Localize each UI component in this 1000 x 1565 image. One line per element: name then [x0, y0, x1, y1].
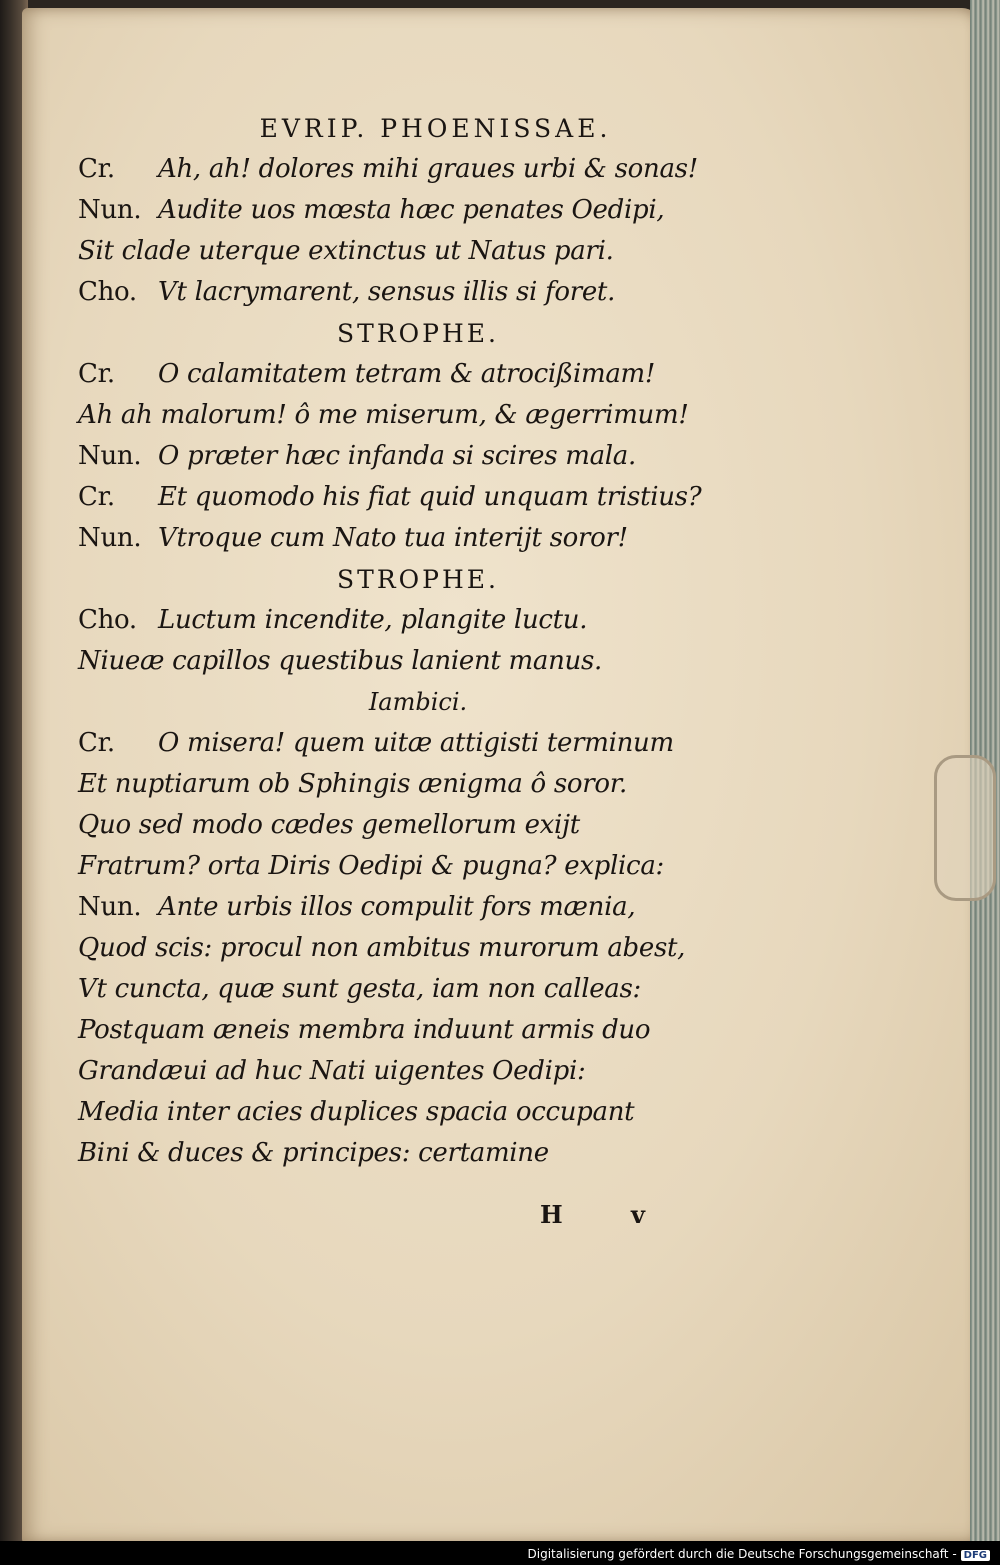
speaker: Cr. — [78, 728, 115, 758]
speaker: Nun. — [78, 441, 142, 471]
verse-text: Ante urbis illos compulit fors mænia, — [158, 892, 636, 922]
verse-block-1 — [78, 149, 758, 313]
verse-block-2 — [78, 354, 758, 559]
speaker: Cr. — [78, 154, 115, 184]
verse-line — [78, 518, 758, 559]
dfg-logo-icon: DFG — [961, 1550, 990, 1561]
page-text — [78, 108, 758, 1174]
section-heading-strophe: STROPHE. — [337, 565, 499, 594]
verse-text: O præter hæc infanda si scires mala. — [158, 441, 636, 471]
verse-text: Quo sed modo cædes gemellorum exijt — [78, 810, 580, 840]
speaker: Cho. — [78, 277, 137, 307]
verse-text: Et quomodo his fiat quid unquam tristius? — [158, 482, 702, 512]
verse-line — [78, 395, 758, 436]
footer-bar — [0, 1541, 1000, 1565]
verse-text: Postquam æneis membra induunt armis duo — [78, 1015, 651, 1045]
verse-line — [78, 436, 758, 477]
verse-line — [78, 149, 758, 190]
verse-text: Niueæ capillos questibus lanient manus. — [78, 646, 602, 676]
speaker: Cho. — [78, 605, 137, 635]
verse-line — [78, 190, 758, 231]
verse-block-4 — [78, 723, 758, 1174]
verse-line — [78, 1010, 758, 1051]
verse-text: Quod scis: procul non ambitus murorum abest, — [78, 933, 686, 963]
verse-text: O misera! quem uitæ attigisti terminum — [158, 728, 674, 758]
verse-line — [78, 600, 758, 641]
signature-mark: H v — [540, 1200, 675, 1229]
verse-text: Audite uos mœsta hæc penates Oedipi, — [158, 195, 665, 225]
verse-line — [78, 1133, 758, 1174]
verse-line — [78, 1092, 758, 1133]
verse-line — [78, 764, 758, 805]
speaker: Nun. — [78, 195, 142, 225]
verse-line — [78, 1051, 758, 1092]
verse-line — [78, 846, 758, 887]
speaker: Nun. — [78, 892, 142, 922]
verse-text: Fratrum? orta Diris Oedipi & pugna? explica: — [78, 851, 664, 881]
verse-line — [78, 969, 758, 1010]
verse-text: Vt lacrymarent, sensus illis si foret. — [158, 277, 616, 307]
verse-text: Vtroque cum Nato tua interijt soror! — [158, 523, 628, 553]
running-header: EVRIP. PHOENISSAE. — [259, 114, 612, 143]
verse-line — [78, 354, 758, 395]
section-heading-iambici: Iambici. — [368, 688, 468, 716]
verse-text: Media inter acies duplices spacia occupant — [78, 1097, 635, 1127]
section-heading-strophe: STROPHE. — [337, 319, 499, 348]
verse-text: Vt cuncta, quæ sunt gesta, iam non calleas: — [78, 974, 641, 1004]
footer-credit-text: Digitalisierung gefördert durch die Deutsche Forschungsgemeinschaft - — [527, 1547, 957, 1561]
footer-credit — [528, 1547, 991, 1561]
verse-text: Grandæui ad huc Nati uigentes Oedipi: — [78, 1056, 586, 1086]
verse-line — [78, 887, 758, 928]
verse-text: Ah ah malorum! ô me miserum, & ægerrimum! — [78, 400, 689, 430]
verse-line — [78, 928, 758, 969]
verse-text: O calamitatem tetram & atrocißimam! — [158, 359, 656, 389]
page-clip — [934, 755, 996, 901]
speaker: Cr. — [78, 482, 115, 512]
verse-text: Sit clade uterque extinctus ut Natus pari. — [78, 236, 614, 266]
verse-line — [78, 805, 758, 846]
verse-line — [78, 477, 758, 518]
speaker: Nun. — [78, 523, 142, 553]
verse-text: Et nuptiarum ob Sphingis ænigma ô soror. — [78, 769, 627, 799]
verse-block-3 — [78, 600, 758, 682]
verse-text: Luctum incendite, plangite luctu. — [158, 605, 588, 635]
verse-line — [78, 272, 758, 313]
verse-text: Ah, ah! dolores mihi graues urbi & sonas! — [158, 154, 698, 184]
speaker: Cr. — [78, 359, 115, 389]
verse-line — [78, 641, 758, 682]
verse-text: Bini & duces & principes: certamine — [78, 1138, 549, 1168]
verse-line — [78, 723, 758, 764]
verse-line — [78, 231, 758, 272]
